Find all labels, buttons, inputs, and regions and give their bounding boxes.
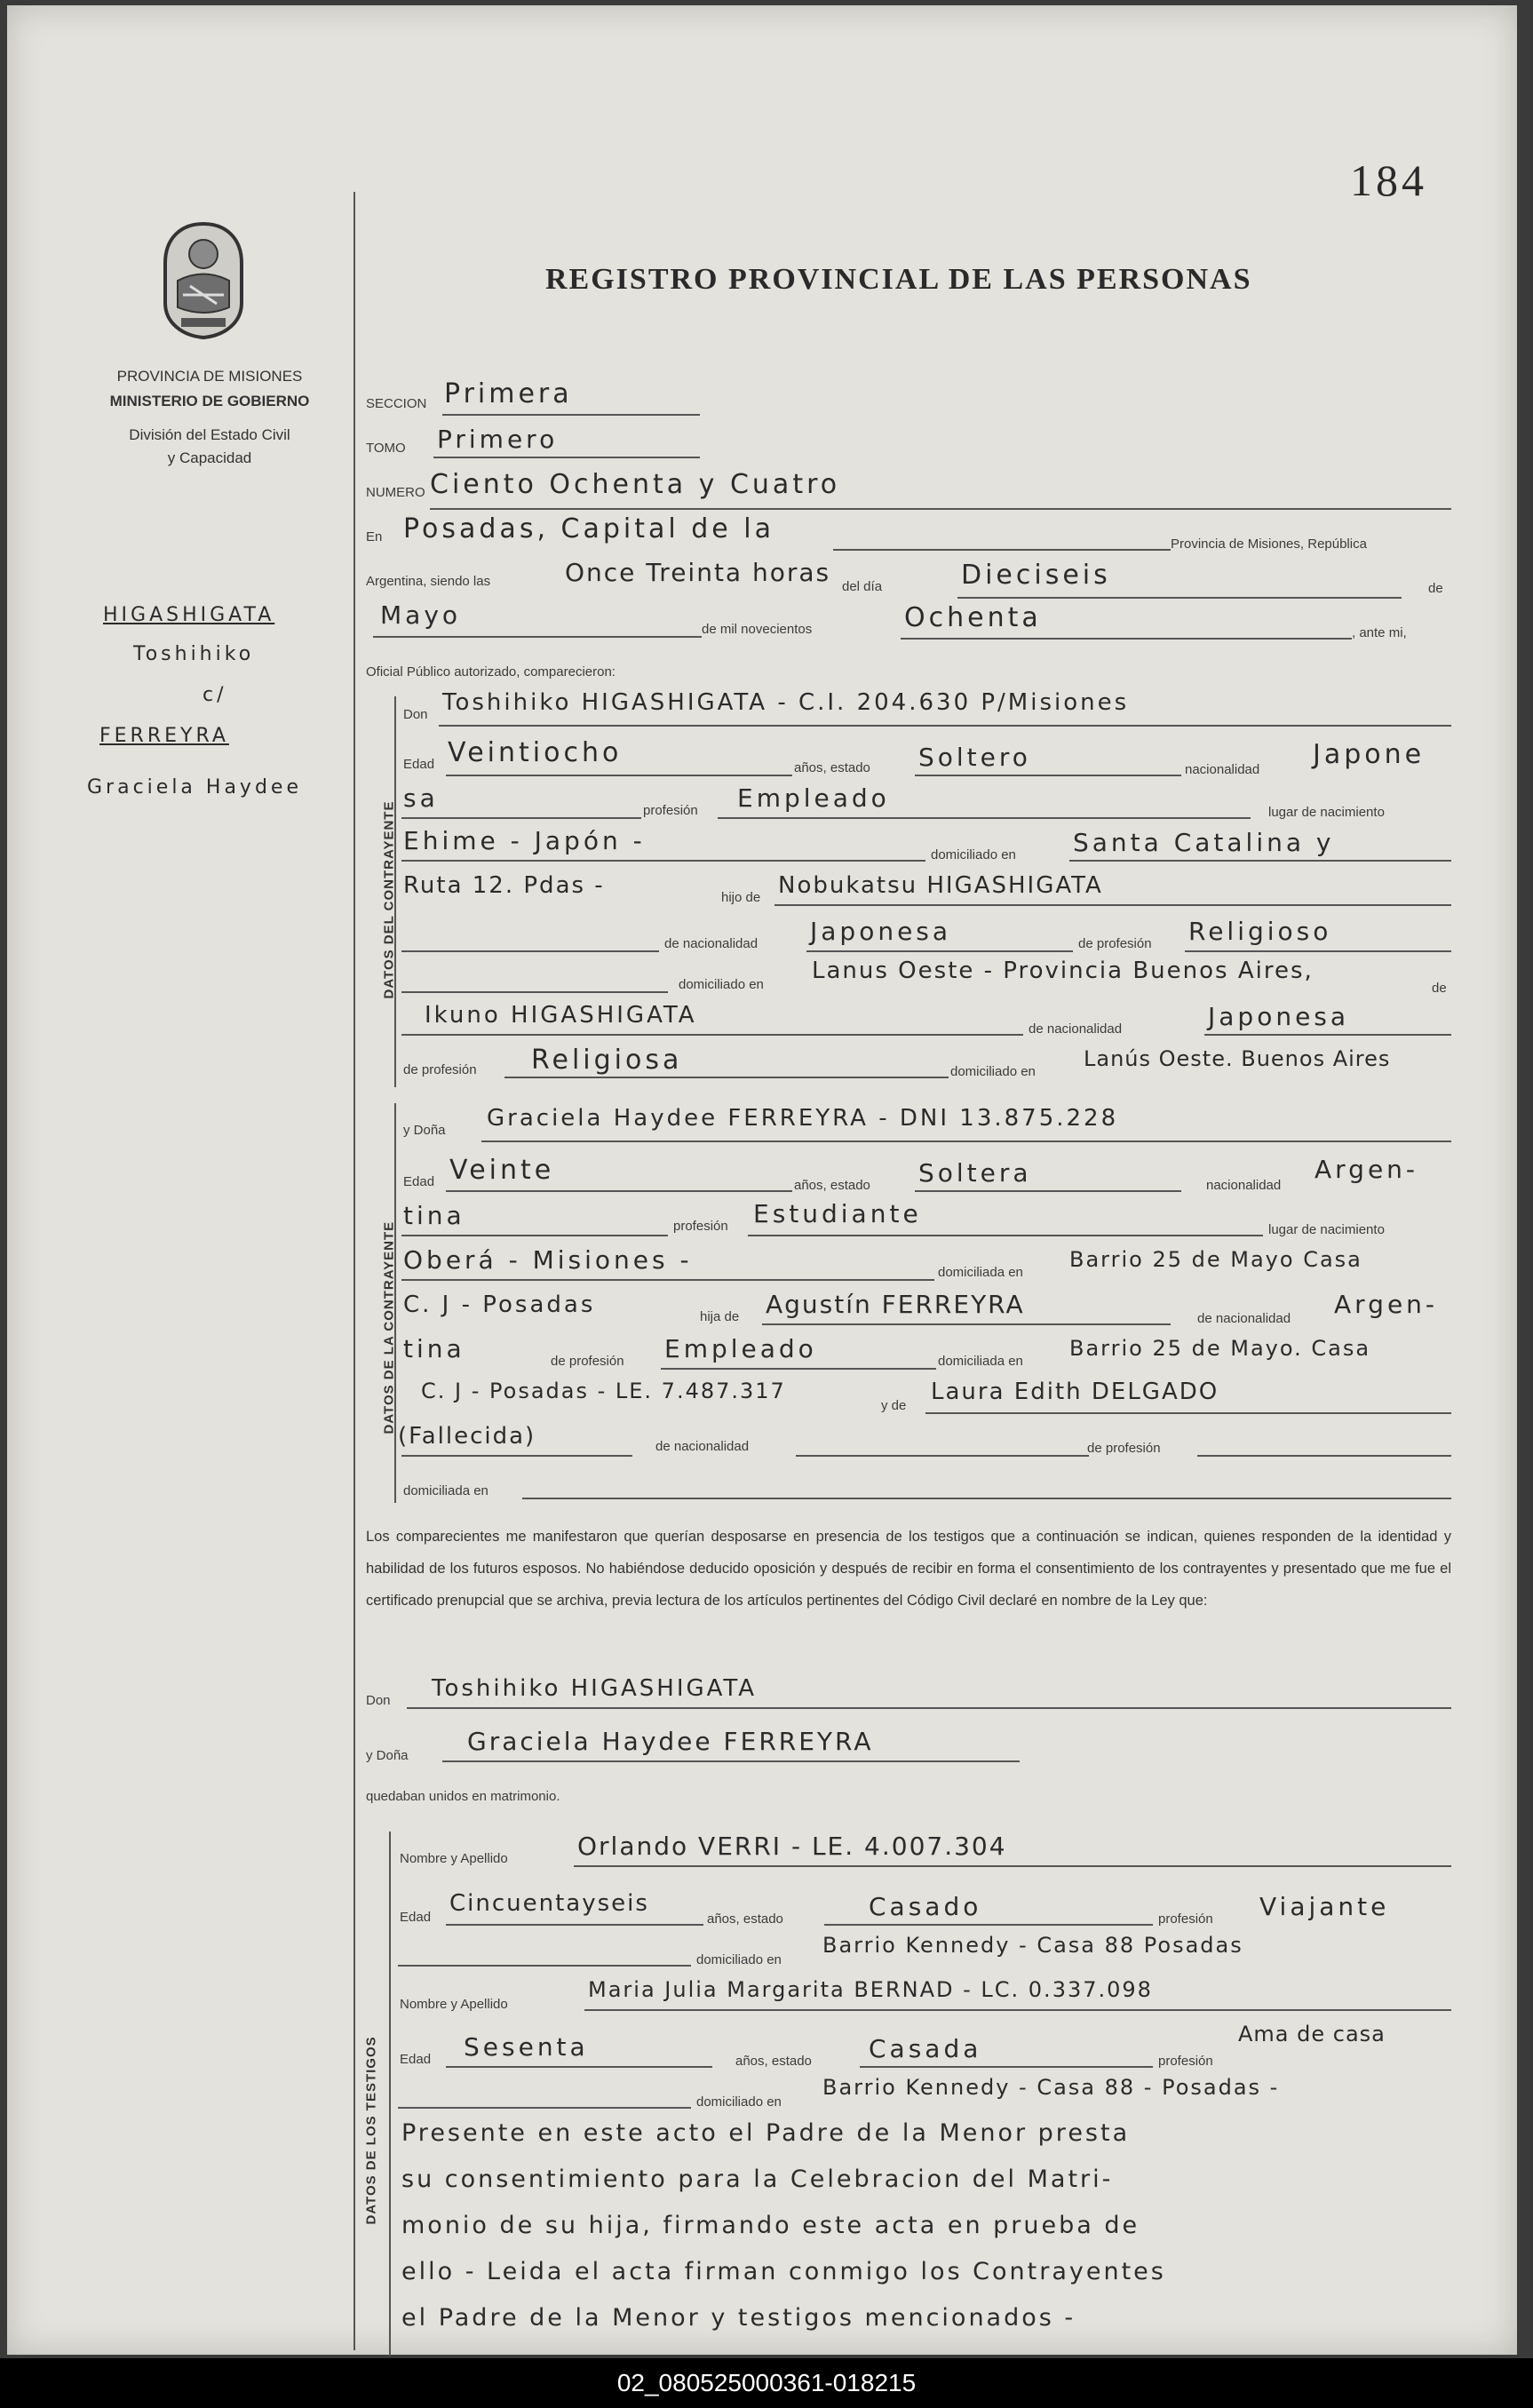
line-don-edad: [446, 775, 792, 776]
label-profesion-t1: profesión: [1158, 1911, 1213, 1927]
line-dona-profesion: [748, 1235, 1263, 1236]
label-profesion-t2: profesión: [1158, 2054, 1213, 2069]
register-page: [7, 5, 1517, 2355]
label-anos-t2: años, estado: [735, 2054, 812, 2069]
field-don-madre: Ikuno HIGASHIGATA: [425, 1002, 697, 1029]
line-t1-estado: [824, 1924, 1153, 1926]
field-t1-estado: Casado: [869, 1892, 982, 1921]
line-don-padre-nac: [806, 950, 1073, 952]
line-t2-nombre: [584, 2009, 1451, 2011]
field-dona-profesion: Estudiante: [753, 1199, 922, 1228]
line-dona-lugar: [401, 1279, 934, 1281]
field-don-madre-prof: Religiosa: [531, 1045, 683, 1076]
label-domiciliado-en: domiciliado en: [931, 847, 1016, 862]
org-line3: División del Estado Civil: [129, 426, 290, 443]
side-label-contrayente-f: DATOS DE LA CONTRAYENTE: [381, 1220, 397, 1434]
field-mes: Mayo: [380, 600, 462, 630]
line-don-domicilio-a: [1069, 860, 1451, 862]
field-don-madre-dom: Lanús Oeste. Buenos Aires: [1084, 1046, 1391, 1071]
label-de-profesion: de profesión: [1078, 936, 1152, 951]
line-don-nac-b: [401, 817, 641, 819]
note-line2: su consentimiento para la Celebracion del Matri-: [401, 2166, 1114, 2193]
label-profesion: profesión: [643, 803, 698, 818]
label-seccion: SECCION: [366, 396, 427, 411]
field-dona-madre-estado: (Fallecida): [398, 1423, 536, 1450]
side-label-contrayente: DATOS DEL CONTRAYENTE: [381, 800, 397, 999]
label-edad-t2: Edad: [400, 2052, 432, 2067]
field-don-padre-dom: Lanus Oeste - Provincia Buenos Aires,: [812, 958, 1314, 984]
field-dona-edad: Veinte: [449, 1155, 555, 1186]
field-dona-nombre: Graciela Haydee FERREYRA - DNI 13.875.228: [487, 1105, 1119, 1132]
line-t2-edad: [446, 2066, 712, 2068]
label-hijo-de: hijo de: [721, 890, 761, 905]
coat-of-arms-seal: [155, 219, 252, 347]
label-domiciliada-en-2: domiciliada en: [938, 1354, 1023, 1369]
label-anos-estado-2: años, estado: [794, 1178, 870, 1193]
line-don-profesion: [718, 817, 1251, 819]
line-dona: [481, 1140, 1451, 1142]
field-don-edad: Veintiocho: [448, 737, 623, 768]
label-y-dona: y Doña: [403, 1123, 446, 1138]
label-argentina: Argentina, siendo las: [366, 574, 491, 589]
label-y-de: y de: [881, 1398, 907, 1413]
declaration-paragraph: Los comparecientes me manifestaron que querían desposarse en presencia de los testigos que a continuación se indican, quienes responden de la identidad y habilidad de los futuros esposos. No habiéndose deducido oposición y después de recibir en forma el consentimiento de los contrayentes y presentado que me fue el certificado prenupcial que se archiva, previa lectura de los artículos pertinentes del Código Civil declaré en nombre de la Ley que:: [366, 1529, 1451, 1609]
field-don-domicilio-a: Santa Catalina y: [1073, 828, 1335, 857]
label-edad-t1: Edad: [400, 1910, 432, 1925]
field-t2-estado: Casada: [869, 2034, 982, 2063]
line-dona-madre: [925, 1412, 1451, 1414]
label-de-profesion-2: de profesión: [403, 1062, 477, 1077]
line-don: [439, 725, 1451, 727]
line-don-madre: [401, 1034, 1023, 1036]
field-t2-prof: Ama de casa: [1238, 2022, 1386, 2046]
org-line4: y Capacidad: [167, 449, 252, 466]
label-de-nacionalidad-4: de nacionalidad: [655, 1439, 750, 1454]
margin-name: Toshihiko: [133, 643, 255, 665]
line-dona-estado: [915, 1190, 1181, 1192]
field-don-nombre: Toshihiko HIGASHIGATA - C.I. 204.630 P/Misiones: [442, 689, 1130, 716]
field-don-padre: Nobukatsu HIGASHIGATA: [778, 872, 1103, 899]
label-provincia: Provincia de Misiones, República: [1171, 536, 1367, 552]
line-don-madre-nac: [1204, 1034, 1451, 1036]
line-dia: [957, 597, 1402, 599]
line-dona-padre: [762, 1323, 1171, 1325]
field-don-estado: Soltero: [918, 743, 1031, 772]
line-t1-edad: [446, 1924, 703, 1926]
field-decl-dona: Graciela Haydee FERREYRA: [467, 1727, 874, 1756]
field-dona-lugar: Oberá - Misiones -: [403, 1245, 693, 1275]
field-dona-nac-a: Argen-: [1315, 1155, 1419, 1184]
field-dona-padre-dom-a: Barrio 25 de Mayo. Casa: [1069, 1336, 1371, 1361]
line-don-lugar: [401, 860, 925, 862]
field-dia: Dieciseis: [961, 560, 1111, 591]
field-t2-edad: Sesenta: [464, 2032, 589, 2062]
line-don-padre-prof: [1185, 950, 1451, 952]
line-dona-madre-nac: [796, 1455, 1089, 1457]
line-don-estado: [915, 775, 1181, 776]
label-don-decl: Don: [366, 1693, 391, 1708]
field-dona-padre-nac-a: Argen-: [1334, 1290, 1439, 1319]
label-quedaban: quedaban unidos en matrimonio.: [366, 1789, 560, 1804]
label-ante-mi: , ante mi,: [1352, 625, 1407, 640]
field-t1-edad: Cincuentayseis: [449, 1890, 649, 1917]
label-domiciliada: domiciliada en: [403, 1483, 488, 1498]
line-decl-dona: [442, 1760, 1020, 1762]
org-line2: MINISTERIO DE GOBIERNO: [109, 393, 310, 409]
field-t2-dom: Barrio Kennedy - Casa 88 - Posadas -: [822, 2075, 1280, 2100]
label-don: Don: [403, 707, 428, 722]
side-label-testigos: DATOS DE LOS TESTIGOS: [363, 2036, 379, 2225]
line-dona-edad: [446, 1190, 792, 1192]
label-de-word: de: [1432, 981, 1447, 996]
field-dona-padre: Agustín FERREYRA: [766, 1290, 1025, 1319]
field-numero: Ciento Ochenta y Cuatro: [430, 469, 841, 500]
label-nacionalidad: nacionalidad: [1185, 762, 1260, 777]
field-decl-don: Toshihiko HIGASHIGATA: [432, 1675, 758, 1702]
label-domiciliado-t2: domiciliado en: [696, 2094, 782, 2110]
label-de-nacionalidad: de nacionalidad: [664, 936, 759, 951]
label-anos-t1: años, estado: [707, 1911, 783, 1927]
margin-surname2: FERREYRA: [99, 725, 229, 747]
field-seccion: Primera: [444, 378, 573, 409]
field-don-padre-prof: Religioso: [1188, 917, 1332, 946]
field-don-lugar: Ehime - Japón -: [403, 826, 646, 855]
label-tomo: TOMO: [366, 441, 406, 456]
margin-surname: HIGASHIGATA: [103, 604, 275, 626]
line-dona-nac-b: [401, 1235, 668, 1236]
field-dona-padre-prof: Empleado: [664, 1334, 817, 1363]
field-don-nac-b: sa: [403, 783, 439, 813]
line-seccion: [442, 414, 700, 416]
field-dona-domicilio-a: Barrio 25 de Mayo Casa: [1069, 1247, 1362, 1272]
line-tomo: [433, 457, 700, 458]
field-don-padre-nac: Japonesa: [810, 917, 952, 946]
field-don-nac-a: Japone: [1313, 739, 1426, 770]
org-line1: PROVINCIA DE MISIONES: [116, 368, 303, 385]
field-hora: Once Treinta horas: [565, 558, 831, 587]
label-nombre-t2: Nombre y Apellido: [400, 1997, 508, 2012]
note-line3: monio de su hija, firmando este acta en prueba de: [401, 2212, 1140, 2239]
field-t2-nombre: Maria Julia Margarita BERNAD - LC. 0.337.098: [588, 1977, 1153, 2002]
field-t1-dom: Barrio Kennedy - Casa 88 Posadas: [822, 1933, 1243, 1958]
label-edad-2: Edad: [403, 1174, 435, 1189]
field-dona-nac-b: tina: [403, 1201, 465, 1230]
field-t1-nombre: Orlando VERRI - LE. 4.007.304: [577, 1832, 1007, 1861]
label-de-nacionalidad-3: de nacionalidad: [1197, 1311, 1291, 1326]
margin-rule: [353, 192, 355, 2350]
line-t2-dom-pre: [398, 2107, 691, 2109]
line-don-madre-prof: [504, 1077, 949, 1078]
line-dona-madre-estado: [401, 1455, 632, 1457]
label-domiciliado-en-2: domiciliado en: [679, 977, 764, 992]
label-anos-estado: años, estado: [794, 760, 870, 775]
line-dona-madre-dom: [522, 1498, 1451, 1499]
line-decl-don: [407, 1707, 1451, 1709]
label-dona-decl: y Doña: [366, 1748, 409, 1763]
label-domiciliado-en-3: domiciliado en: [950, 1064, 1036, 1079]
field-dona-madre: Laura Edith DELGADO: [931, 1379, 1219, 1405]
note-line4: ello - Leida el acta firman conmigo los Contrayentes: [401, 2258, 1166, 2285]
margin-c: c/: [203, 684, 227, 706]
field-dona-estado: Soltera: [918, 1158, 1032, 1188]
field-ciudad: Posadas, Capital de la: [403, 513, 774, 544]
label-de-nacionalidad-2: de nacionalidad: [1029, 1021, 1123, 1037]
line-dona-padre-prof: [661, 1368, 936, 1370]
field-dona-domicilio-b: C. J - Posadas: [403, 1291, 596, 1318]
label-domiciliado-t1: domiciliado en: [696, 1952, 782, 1967]
line-t2-estado: [860, 2066, 1153, 2068]
note-line1: Presente en este acto el Padre de la Menor presta: [401, 2119, 1131, 2147]
line-dona-madre-prof: [1197, 1455, 1451, 1457]
line-don-padre-nac-pre: [401, 950, 659, 952]
image-caption: 02_080525000361-018215: [0, 2358, 1533, 2408]
label-oficial: Oficial Público autorizado, comparecieron:: [366, 664, 616, 679]
label-de-mil: de mil novecientos: [702, 622, 813, 637]
label-nacionalidad-2: nacionalidad: [1206, 1178, 1282, 1193]
label-de: de: [1428, 581, 1443, 596]
label-lugar-nac: lugar de nacimiento: [1268, 805, 1385, 820]
label-de-profesion-3: de profesión: [551, 1354, 624, 1369]
line-ciudad: [833, 549, 1171, 551]
label-domiciliada-en: domiciliada en: [938, 1265, 1023, 1280]
document-title: REGISTRO PROVINCIAL DE LAS PERSONAS: [545, 263, 1252, 296]
field-don-profesion: Empleado: [737, 783, 890, 813]
field-don-domicilio-b: Ruta 12. Pdas -: [403, 872, 605, 899]
label-del-dia: del día: [842, 579, 883, 594]
field-dona-padre-nac-b: tina: [403, 1334, 465, 1363]
label-hija-de: hija de: [700, 1309, 740, 1324]
label-edad: Edad: [403, 757, 435, 772]
line-mes: [373, 636, 702, 638]
page-number: 184: [1350, 155, 1427, 205]
line-anio: [901, 638, 1352, 640]
line-don-padre-dom-pre: [401, 991, 668, 993]
label-nombre-t1: Nombre y Apellido: [400, 1851, 508, 1866]
label-en: En: [366, 529, 383, 544]
label-profesion-2: profesión: [673, 1219, 728, 1234]
label-lugar-nac-2: lugar de nacimiento: [1268, 1222, 1385, 1237]
margin-name2: Graciela Haydee: [87, 776, 302, 799]
line-numero: [430, 508, 1451, 510]
field-dona-padre-dom-b: C. J - Posadas - LE. 7.487.317: [421, 1379, 786, 1403]
line-t1-dom-pre: [398, 1965, 691, 1967]
field-don-madre-nac: Japonesa: [1208, 1002, 1350, 1031]
field-tomo: Primero: [437, 425, 559, 454]
line-don-padre: [774, 904, 1451, 906]
line-t1-nombre: [574, 1865, 1451, 1867]
box-rule-testigos: [389, 1832, 391, 2356]
field-anio: Ochenta: [904, 602, 1042, 633]
label-numero: NUMERO: [366, 485, 425, 500]
label-de-profesion-4: de profesión: [1087, 1441, 1161, 1456]
note-line5: el Padre de la Menor y testigos mencionados -: [401, 2304, 1076, 2332]
field-t1-prof: Viajante: [1259, 1892, 1390, 1921]
